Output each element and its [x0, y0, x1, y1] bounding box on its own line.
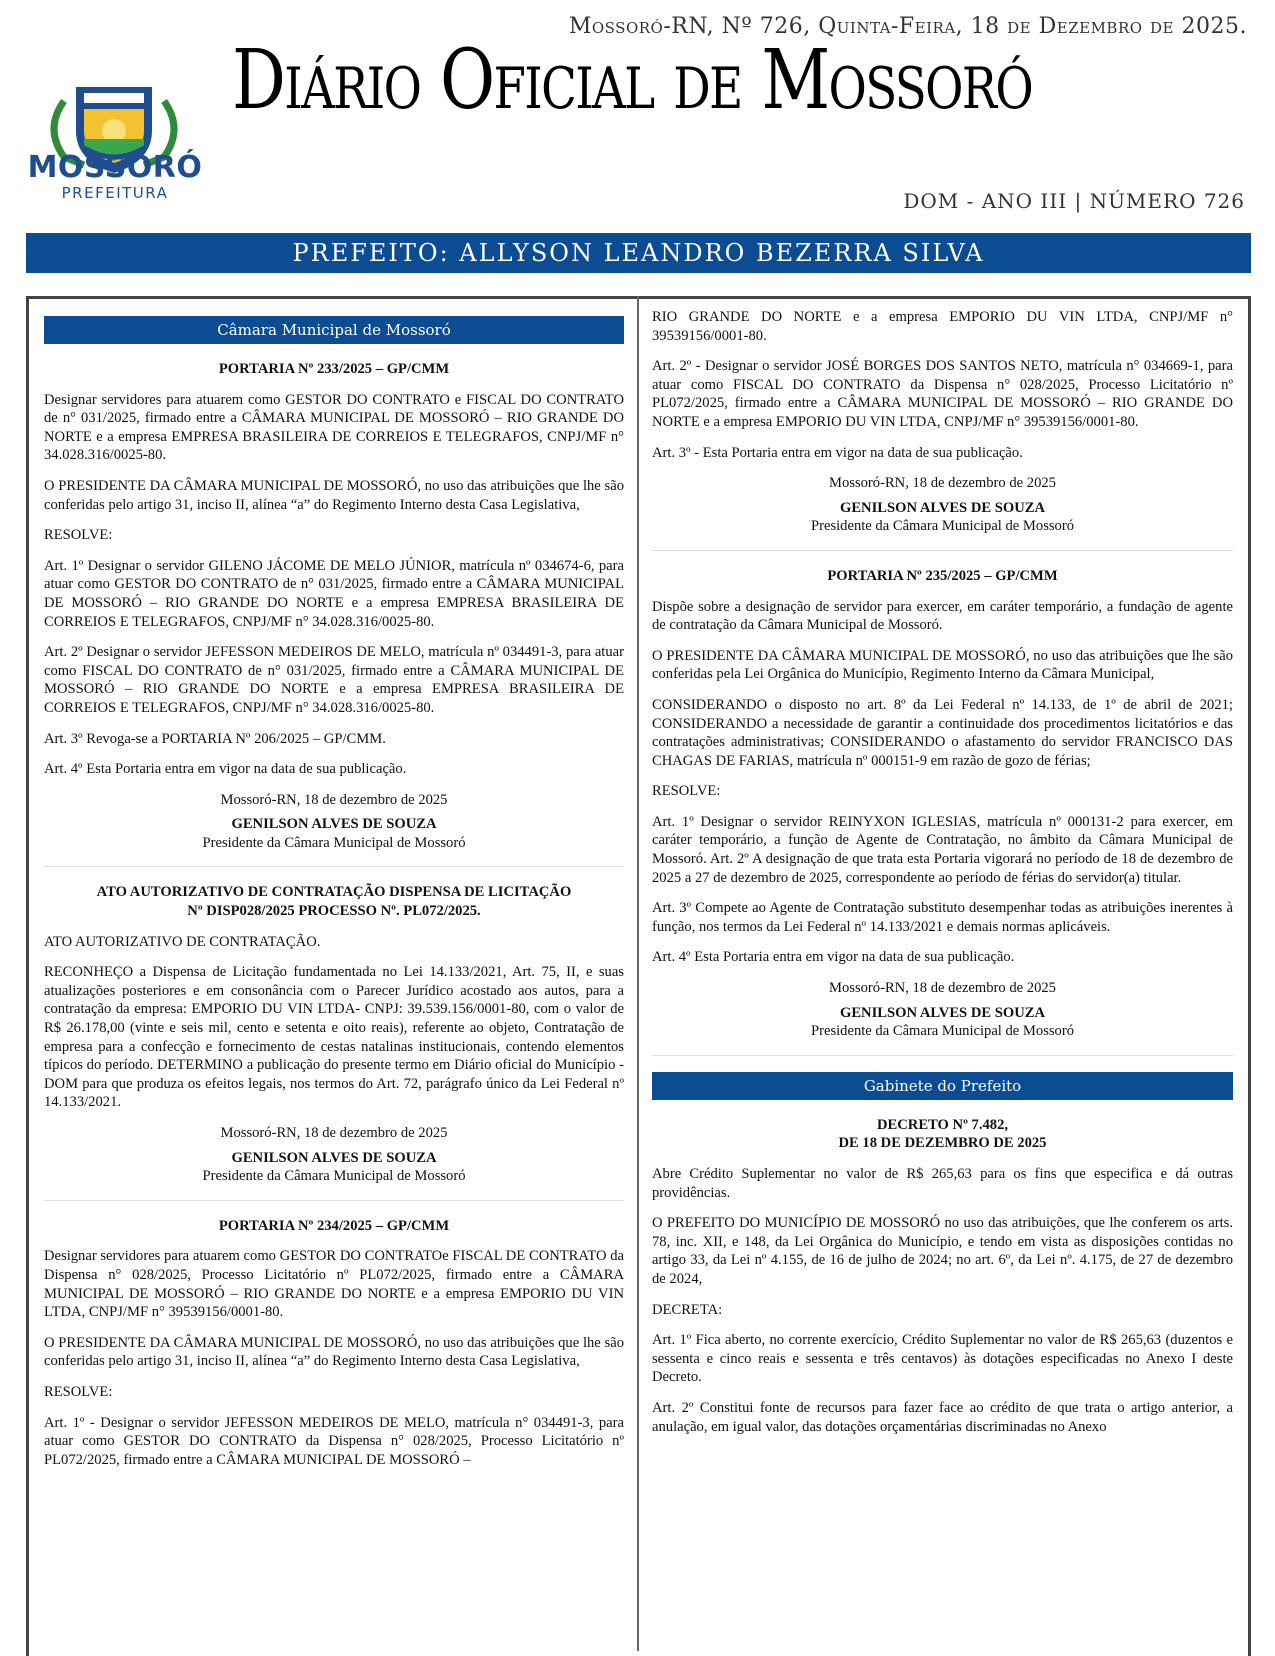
paragraph: Abre Crédito Suplementar no valor de R$ 265,63 para os fins que especifica e dá outras providências. [652, 1166, 1233, 1201]
paragraph: RESOLVE: [44, 527, 113, 544]
signature-date: Mossoró-RN, 18 de dezembro de 2025 [829, 475, 1056, 492]
signer-name: GENILSON ALVES DE SOUZA [839, 499, 1046, 516]
separator [652, 1055, 1233, 1056]
paragraph: RESOLVE: [44, 1383, 113, 1400]
logo-title: MOSSORÓ [27, 150, 203, 185]
section-header-camara: Câmara Municipal de Mossoró [44, 316, 624, 344]
decreto-title: DECRETO Nº 7.482, [876, 1116, 1009, 1133]
signer-role: Presidente da Câmara Municipal de Mossoró [810, 1023, 1075, 1040]
paragraph: Art. 1º Fica aberto, no corrente exercício, Crédito Suplementar no valor de R$ 265,63 (duzentos e sessenta e cinco reais e sessenta e três centavos) às dotações especificadas no Anexo I deste Decreto. [652, 1332, 1233, 1386]
column-divider [637, 296, 639, 1651]
paragraph: Art. 3º - Esta Portaria entra em vigor na data de sua publicação. [652, 444, 1023, 461]
portaria-234-title: PORTARIA Nº 234/2025 – GP/CMM [218, 1217, 450, 1234]
paragraph: Art. 2º - Designar o servidor JOSÉ BORGES DOS SANTOS NETO, matrícula n° 034669-1, para atuar como FISCAL DO CONTRATO da Dispensa n° 028/2025, Processo Licitatório nº PL072/2025, firmado entre a CÂMARA MUNICIPAL DE MOSSORÓ – RIO GRANDE DO NORTE e a empresa EMPORIO DU VIN LTDA, CNPJ/MF n° 39539156/0001-80. [652, 358, 1233, 430]
paragraph: Designar servidores para atuarem como GESTOR DO CONTRATO e FISCAL DO CONTRATO de n° 031/2025, firmado entre a CÂMARA MUNICIPAL DE MOSSORÓ – RIO GRANDE DO NORTE e a empresa EMPRESA BRASILEIRA DE CORREIOS E TELEGRAFOS, CNPJ/MF n° 34.028.316/0025-80. [44, 391, 624, 464]
paragraph: Art. 1º Designar o servidor REINYXON IGLESIAS, matrícula nº 000131-2 para exercer, em caráter temporário, a função de Agente de Contratação, no âmbito da Câmara Municipal de Mossoró. Art. 2º A designação de que trata esta Portaria vigorará no período de 18 de dezembro de 2025 a 27 de dezembro de 2025, correspondente ao período de férias do servidor(a) titular. [652, 813, 1233, 886]
signature-date: Mossoró-RN, 18 de dezembro de 2025 [829, 980, 1056, 997]
ato-subtitle: Nº DISP028/2025 PROCESSO Nº. PL072/2025. [187, 903, 481, 920]
ato-title: ATO AUTORIZATIVO DE CONTRATAÇÃO DISPENSA DE LICITAÇÃO [96, 884, 572, 901]
dateline: Mossoró-RN, Nº 726, Quinta-Feira, 18 de Dezembro de 2025. [568, 14, 1247, 39]
paragraph: Art. 3º Compete ao Agente de Contratação substituto desempenhar todas as atribuições inerentes à função, nos termos da Lei Federal nº 14.133/2021 e demais normas aplicáveis. [652, 900, 1233, 935]
logo-subtitle: PREFEITURA [61, 184, 169, 202]
signature-date: Mossoró-RN, 18 de dezembro de 2025 [220, 791, 448, 808]
signer-name: GENILSON ALVES DE SOUZA [231, 1149, 437, 1166]
paragraph: Dispõe sobre a designação de servidor para exercer, em caráter temporário, a fundação de agente de contratação da Câmara Municipal de Mossoró. [652, 598, 1233, 634]
masthead-title: Diário Oficial de Mossoró [232, 33, 1033, 128]
section-header-gabinete: Gabinete do Prefeito [652, 1072, 1233, 1100]
left-column [44, 308, 624, 1481]
paragraph: RECONHEÇO a Dispensa de Licitação fundamentada no Lei 14.133/2021, Art. 75, II, e suas atualizações posteriores e em consonância com o Parecer Jurídico acostado aos autos, para a contratação da empresa: EMPORIO DU VIN LTDA- CNPJ: 39.539.156/0001-80, com o valor de R$ 26.178,00 (vinte e seis mil, cento e setenta e oito reais), referente ao objeto, Contratação de empresa para a confecção e fornecimento de cestas natalinas institucionais, contendo elementos típicos do período. DETERMINO a publicação do presente termo em Diário oficial do Município - DOM para que produza os efeitos legais, nos termos do Art. 72, parágrafo único da Lei Federal nº 14.133/2021. [44, 964, 624, 1111]
paragraph: RIO GRANDE DO NORTE e a empresa EMPORIO DU VIN LTDA, CNPJ/MF n° 39539156/0001-80. [652, 309, 1233, 344]
signer-role: Presidente da Câmara Municipal de Mossoró [202, 1168, 466, 1185]
paragraph: RESOLVE: [652, 783, 721, 800]
signer-name: GENILSON ALVES DE SOUZA [839, 1004, 1046, 1021]
separator [44, 866, 624, 867]
signer-role: Presidente da Câmara Municipal de Mossoró [202, 834, 466, 851]
paragraph: DECRETA: [652, 1301, 723, 1318]
paragraph: O PRESIDENTE DA CÂMARA MUNICIPAL DE MOSSORÓ, no uso das atribuições que lhe são conferidas pela Lei Orgânica do Município, Regimento Interno da Câmara Municipal, [652, 647, 1233, 683]
signer-name: GENILSON ALVES DE SOUZA [231, 816, 437, 833]
portaria-233-title: PORTARIA Nº 233/2025 – GP/CMM [218, 361, 450, 377]
paragraph: Art. 4º Esta Portaria entra em vigor na data de sua publicação. [44, 761, 407, 778]
paragraph: CONSIDERANDO o disposto no art. 8º da Lei Federal nº 14.133, de 1º de abril de 2021; CONSIDERANDO a necessidade de garantir a continuidade dos procedimentos licitatórios e das contratações administrativas; CONSIDERANDO o afastamento do servidor FRANCISCO DAS CHAGAS DE FARIAS, matrícula nº 000151-9 em razão de gozo de férias; [652, 696, 1233, 769]
portaria-235-title: PORTARIA Nº 235/2025 – GP/CMM [827, 567, 1058, 584]
signer-role: Presidente da Câmara Municipal de Mossoró [810, 518, 1075, 535]
separator [652, 550, 1233, 551]
signature-date: Mossoró-RN, 18 de dezembro de 2025 [220, 1125, 448, 1141]
paragraph: Art. 4º Esta Portaria entra em vigor na data de sua publicação. [652, 949, 1015, 966]
paragraph: Art. 1º - Designar o servidor JEFESSON MEDEIROS DE MELO, matrícula n° 034491-3, para atuar como GESTOR DO CONTRATO da Dispensa n° 028/2025, Processo Licitatório nº PL072/2025, firmado entre a CÂMARA MUNICIPAL DE MOSSORÓ – [44, 1414, 624, 1468]
mayor-banner: PREFEITO: ALLYSON LEANDRO BEZERRA SILVA [26, 233, 1251, 273]
paragraph: Art. 3º Revoga-se a PORTARIA Nº 206/2025 – GP/CMM. [44, 730, 386, 747]
paragraph: Designar servidores para atuarem como GESTOR DO CONTRATOe FISCAL DE CONTRATO da Dispensa n° 028/2025, Processo Licitatório nº PL072/2025, firmado entre a CÂMARA MUNICIPAL DE MOSSORÓ – RIO GRANDE DO NORTE e a empresa EMPORIO DU VIN LTDA, CNPJ/MF n° 39539156/0001-80. [44, 1248, 624, 1321]
paragraph: ATO AUTORIZATIVO DE CONTRATAÇÃO. [44, 933, 321, 950]
separator [44, 1200, 624, 1201]
edition-number: DOM - ANO III | NÚMERO 726 [903, 189, 1245, 213]
page-header [0, 0, 1275, 267]
paragraph: O PRESIDENTE DA CÂMARA MUNICIPAL DE MOSSORÓ, no uso das atribuições que lhe são conferidas pelo artigo 31, inciso II, alínea “a” do Regimento Interno desta Casa Legislativa, [44, 1334, 624, 1370]
paragraph: O PRESIDENTE DA CÂMARA MUNICIPAL DE MOSSORÓ, no uso das atribuições que lhe são conferidas pelo artigo 31, inciso II, alínea “a” do Regimento Interno desta Casa Legislativa, [44, 477, 624, 513]
paragraph: Art. 2º Designar o servidor JEFESSON MEDEIROS DE MELO, matrícula nº 034491-3, para atuar como FISCAL DO CONTRATO de n° 031/2025, firmado entre a CÂMARA MUNICIPAL DE MOSSORÓ – RIO GRANDE DO NORTE e a empresa EMPRESA BRASILEIRA DE CORREIOS E TELEGRAFOS, CNPJ/MF n° 34.028.316/0025-80. [44, 644, 624, 716]
paragraph: O PREFEITO DO MUNICÍPIO DE MOSSORÓ no uso das atribuições, que lhe conferem os arts. 78, inc. XII, e 148, da Lei Orgânica do Município, e tendo em vista as disposições contidas no artigo 33, da Lei nº 4.155, de 16 de julho de 2024; no art. 6º, da Lei nº. 4.175, de 27 de dezembro de 2024, [652, 1215, 1233, 1287]
paragraph: Art. 1º Designar o servidor GILENO JÁCOME DE MELO JÚNIOR, matrícula nº 034674-6, para atuar como GESTOR DO CONTRATO de n° 031/2025, firmado entre a CÂMARA MUNICIPAL DE MOSSORÓ – RIO GRANDE DO NORTE e a empresa EMPRESA BRASILEIRA DE CORREIOS E TELEGRAFOS, CNPJ/MF n° 34.028.316/0025-80. [44, 557, 624, 630]
right-column [652, 308, 1233, 1448]
decreto-date-title: DE 18 DE DEZEMBRO DE 2025 [838, 1135, 1047, 1152]
paragraph: Art. 2º Constitui fonte de recursos para fazer face ao crédito de que trata o artigo anterior, a anulação, em igual valor, das dotações orçamentárias discriminadas no Anexo [652, 1399, 1233, 1435]
